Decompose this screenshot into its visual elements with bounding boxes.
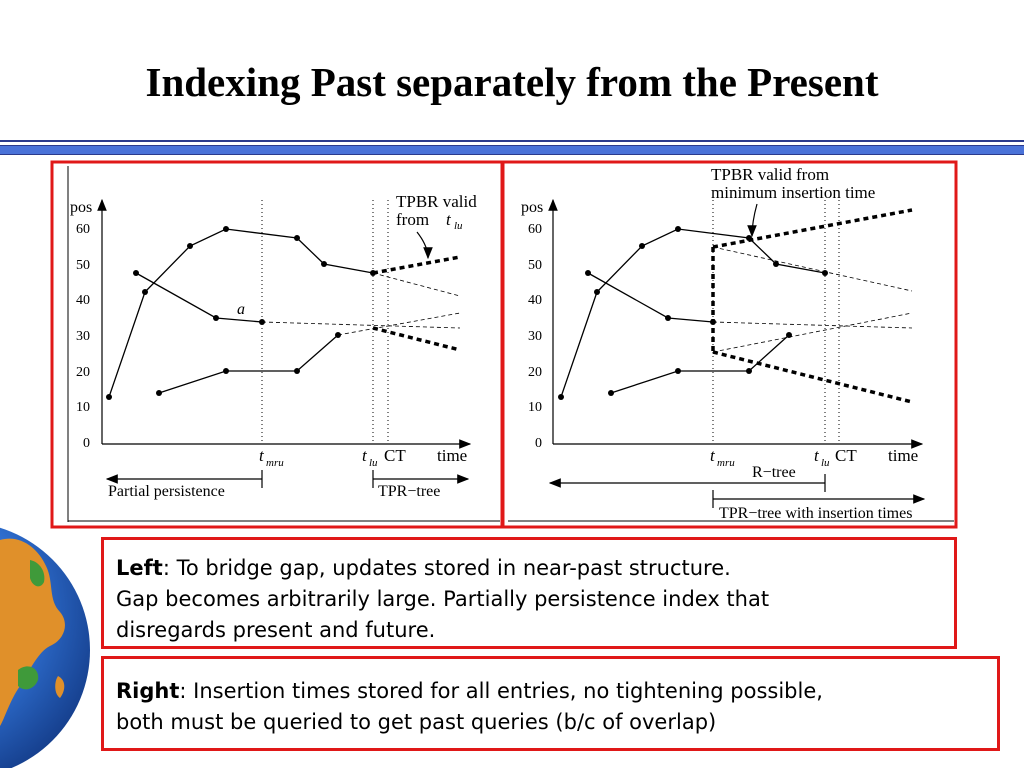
right-annotation-line1: TPBR valid from	[711, 165, 830, 184]
right-y-tick: 0	[535, 436, 542, 451]
left-tmru-sub: mru	[266, 457, 284, 469]
left-annotation-arrow	[417, 232, 428, 258]
right-frame	[503, 162, 956, 527]
right-diagram	[503, 162, 956, 527]
right-caption-label: Right	[116, 679, 180, 703]
right-y-tick: 50	[528, 258, 542, 273]
right-caption-line1	[116, 676, 997, 707]
left-tlu-label: t	[362, 446, 367, 465]
left-y-tick: 10	[76, 400, 90, 415]
right-caption-text1: : Insertion times stored for all entries, no tightening possible,	[179, 679, 823, 703]
right-trajectory-bottom	[611, 335, 789, 393]
left-annotation-t-sub: lu	[454, 220, 463, 232]
left-y-axis-label: pos	[70, 199, 93, 216]
left-trajectory-bottom	[159, 335, 338, 393]
left-caption-label: Left	[116, 556, 163, 580]
left-y-tick: 40	[76, 293, 90, 308]
left-y-tick: 0	[83, 436, 90, 451]
left-tmru-label: t	[259, 446, 264, 465]
left-caption-text1: : To bridge gap, updates stored in near-past structure.	[162, 556, 731, 580]
left-point-a-label: a	[237, 301, 245, 318]
right-y-ticks	[528, 222, 542, 451]
right-tpr-insertion-label: TPR−tree with insertion times	[719, 505, 913, 522]
slide-title: Indexing Past separately from the Present	[145, 59, 879, 105]
globe-icon	[0, 520, 92, 768]
right-y-axis-label: pos	[521, 199, 544, 216]
left-caption-line1	[116, 553, 954, 584]
left-time-label: time	[437, 446, 468, 465]
right-trajectory-middle	[588, 273, 713, 322]
right-tpbr-lower	[713, 352, 912, 402]
left-caption-line2: Gap becomes arbitrarily large. Partially persistence index that	[116, 587, 770, 611]
right-rtree-label: R−tree	[752, 464, 796, 481]
right-ct-label: CT	[835, 446, 857, 465]
right-tmru-sub: mru	[717, 457, 735, 469]
left-y-tick: 50	[76, 258, 90, 273]
left-diagram	[52, 162, 502, 527]
right-tpbr-upper	[713, 210, 912, 247]
right-tlu-label: t	[814, 446, 819, 465]
left-annotation-line2: from	[396, 210, 430, 229]
left-tpbr-upper	[373, 257, 460, 273]
left-partial-persistence-label: Partial persistence	[108, 483, 225, 500]
left-ct-label: CT	[384, 446, 406, 465]
left-tlu-sub: lu	[369, 457, 378, 469]
right-y-tick: 10	[528, 400, 542, 415]
right-y-tick: 40	[528, 293, 542, 308]
right-time-label: time	[888, 446, 919, 465]
right-y-tick: 20	[528, 365, 542, 380]
left-annotation-line1: TPBR valid	[396, 192, 477, 211]
right-y-tick: 30	[528, 329, 542, 344]
right-data-points	[558, 226, 828, 400]
left-tpbr-lower	[373, 328, 460, 350]
right-tlu-sub: lu	[821, 457, 830, 469]
left-caption-line3: disregards present and future.	[116, 618, 436, 642]
left-y-tick: 30	[76, 329, 90, 344]
left-y-ticks	[76, 222, 90, 451]
right-caption-line2: both must be queried to get past queries (b/c of overlap)	[116, 710, 717, 734]
right-tmru-label: t	[710, 446, 715, 465]
right-caption-box	[101, 656, 1000, 751]
left-caption-box	[101, 537, 957, 649]
left-annotation-t: t	[446, 210, 451, 229]
right-y-tick: 60	[528, 222, 542, 237]
left-y-tick: 60	[76, 222, 90, 237]
left-y-tick: 20	[76, 365, 90, 380]
left-tpr-tree-label: TPR−tree	[378, 483, 441, 500]
right-annotation-arrow	[752, 204, 757, 236]
right-annotation-line2: minimum insertion time	[711, 183, 876, 202]
